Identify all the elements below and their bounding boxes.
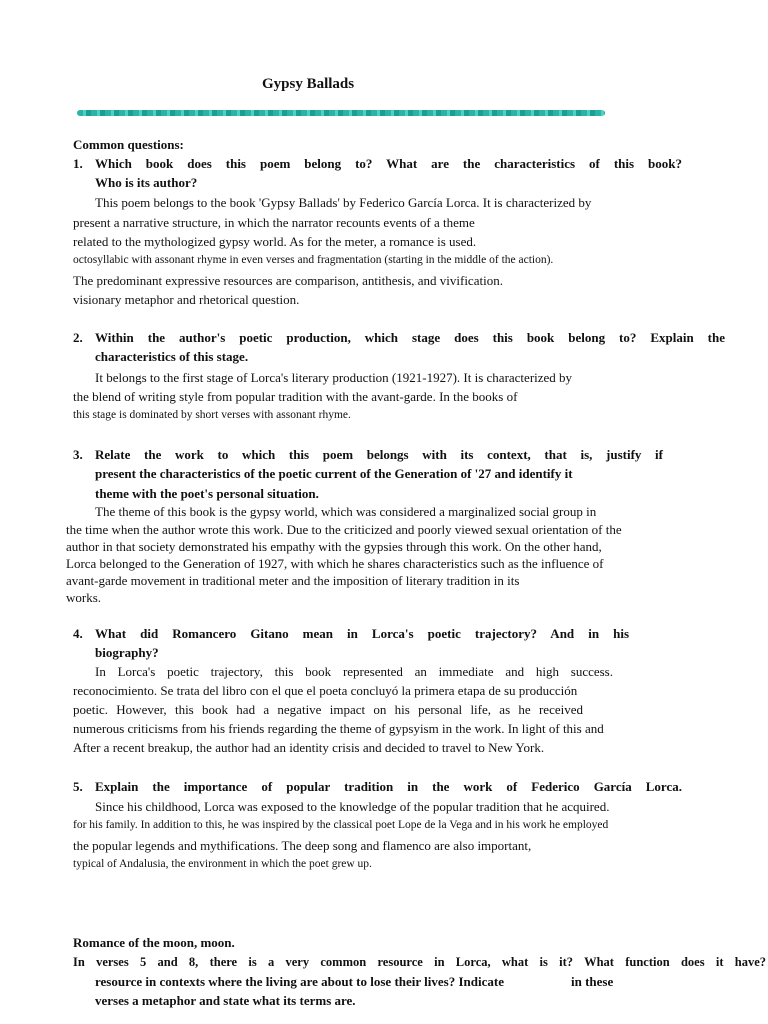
answer-line: for his family. In addition to this, he was inspired by the classical poet Lope de la Vega and in his work he employed (73, 819, 609, 831)
answer-line: poetic. However, this book had a negative impact on his personal life, as he received (73, 702, 583, 717)
question-number: 4. (73, 626, 83, 641)
answer-line: typical of Andalusia, the environment in which the poet grew up. (73, 858, 372, 870)
answer-line: This poem belongs to the book 'Gypsy Ballads' by Federico García Lorca. It is characterized by (95, 195, 592, 210)
answer-line: the time when the author wrote this work. Due to the criticized and poorly viewed sexual orientation of the (66, 522, 622, 537)
answer-line: After a recent breakup, the author had an identity crisis and decided to travel to New York. (73, 740, 545, 755)
question-line: in these (571, 974, 614, 989)
answer-line: octosyllabic with assonant rhyme in even verses and fragmentation (starting in the middle of the action). (73, 254, 554, 266)
question-number: 2. (73, 330, 83, 345)
question-line: In verses 5 and 8, there is a very common resource in Lorca, what is it? What function does it have? (73, 955, 766, 969)
answer-line: the blend of writing style from popular tradition with the avant-garde. In the books of (73, 389, 518, 404)
question-line: biography? (95, 645, 159, 660)
question-number: 1. (73, 156, 83, 171)
question-line: present the characteristics of the poetic current of the Generation of '27 and identify it (95, 466, 573, 481)
answer-line: reconocimiento. Se trata del libro con el que el poeta concluyó la primera etapa de su producción (73, 683, 578, 698)
question-line: verses a metaphor and state what its terms are. (95, 993, 356, 1008)
answer-line: The predominant expressive resources are comparison, antithesis, and vivification. (73, 273, 503, 288)
answer-line: present a narrative structure, in which the narrator recounts events of a theme (73, 215, 475, 230)
question-line: What did Romancero Gitano mean in Lorca's poetic trajectory? And in his (95, 626, 629, 641)
answer-line: works. (66, 590, 102, 605)
answer-line: Lorca belonged to the Generation of 1927, with which he shares characteristics such as the influence of (66, 556, 604, 571)
answer-line: In Lorca's poetic trajectory, this book represented an immediate and high success. (95, 664, 613, 679)
answer-line: visionary metaphor and rhetorical question. (73, 292, 300, 307)
document-title: Gypsy Ballads (262, 76, 355, 92)
answer-line: Since his childhood, Lorca was exposed to the knowledge of the popular tradition that he acquired. (95, 799, 610, 814)
question-line: Who is its author? (95, 175, 198, 190)
decorative-divider (77, 110, 605, 116)
answer-line: The theme of this book is the gypsy world, which was considered a marginalized social group in (95, 504, 597, 519)
question-line: Within the author's poetic production, which stage does this book belong to? Explain the (95, 330, 725, 345)
answer-line: avant-garde movement in traditional meter and the imposition of literary tradition in its (66, 573, 520, 588)
question-line: theme with the poet's personal situation. (95, 486, 319, 501)
common-questions-heading: Common questions: (73, 137, 184, 152)
question-line: Explain the importance of popular tradition in the work of Federico García Lorca. (95, 779, 682, 794)
question-line: resource in contexts where the living are about to lose their lives? Indicate (95, 974, 504, 989)
question-number: 5. (73, 779, 83, 794)
romance-heading: Romance of the moon, moon. (73, 935, 235, 950)
answer-line: the popular legends and mythifications. The deep song and flamenco are also important, (73, 838, 532, 853)
answer-line: numerous criticisms from his friends regarding the theme of gypsyism in the work. In light of this and (73, 721, 604, 736)
question-number: 3. (73, 447, 83, 462)
question-line: characteristics of this stage. (95, 349, 249, 364)
question-line: Which book does this poem belong to? What are the characteristics of this book? (95, 156, 682, 171)
question-line: Relate the work to which this poem belongs with its context, that is, justify if (95, 447, 663, 462)
answer-line: this stage is dominated by short verses with assonant rhyme. (73, 409, 351, 421)
answer-line: author in that society demonstrated his empathy with the gypsies through this work. On the other hand, (66, 539, 602, 554)
answer-line: related to the mythologized gypsy world. As for the meter, a romance is used. (73, 234, 477, 249)
answer-line: It belongs to the first stage of Lorca's literary production (1921-1927). It is characterized by (95, 370, 573, 385)
